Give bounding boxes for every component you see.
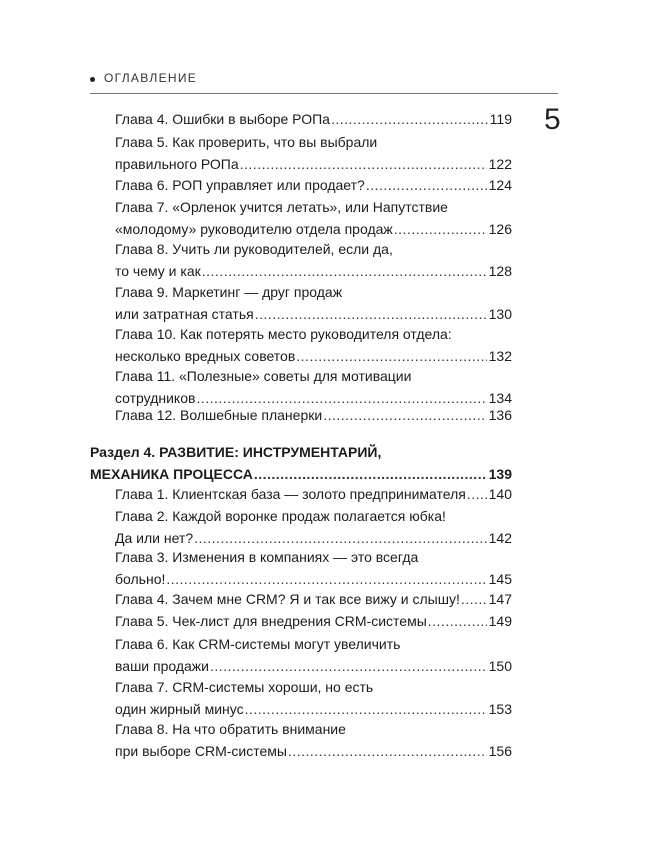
- toc-entry-page: 156: [488, 743, 512, 759]
- toc-entry-title: Глава 4. Зачем мне CRM? Я и так все вижу и слышу!: [115, 591, 460, 607]
- toc-entry-title: Глава 9. Маркетинг — друг продаж: [115, 284, 343, 300]
- toc-entry[interactable]: [115, 281, 512, 325]
- toc-entry-title-cont: ваши продажи: [115, 658, 209, 674]
- toc-entry-title: Глава 1. Клиентская база — золото предпринимателя: [115, 486, 466, 502]
- toc-entry-page: 149: [488, 613, 512, 629]
- leader-dots: [323, 404, 486, 426]
- toc-entry-title-cont: при выборе CRM-системы: [115, 743, 287, 759]
- toc-entry-page: 140: [488, 486, 512, 502]
- leader-dots: [296, 345, 486, 367]
- toc-entry-title: Глава 3. Изменения в компаниях — это всегда: [115, 549, 419, 565]
- toc-entry-page: 122: [488, 156, 512, 172]
- leader-dots: [366, 174, 487, 196]
- section-title-cont: МЕХАНИКА ПРОЦЕССА: [90, 466, 253, 482]
- leader-dots: [254, 463, 487, 485]
- toc-entry[interactable]: [115, 546, 512, 590]
- toc-entry-page: 119: [489, 111, 512, 127]
- toc-entry-title: Глава 6. РОП управляет или продает?: [115, 177, 365, 193]
- leader-dots: [166, 568, 486, 590]
- toc-entry-title-cont: несколько вредных советов: [115, 348, 296, 364]
- toc-entry[interactable]: [115, 365, 512, 409]
- toc-entry-title-cont: то чему и как: [115, 263, 201, 279]
- leader-dots: [467, 483, 487, 505]
- toc-entry-page: 153: [488, 701, 512, 717]
- leader-dots: [331, 108, 488, 130]
- leader-dots: [394, 218, 487, 240]
- toc-entry-title: Глава 4. Ошибки в выборе РОПа: [115, 111, 330, 127]
- toc-entry[interactable]: [115, 108, 512, 130]
- header-title: ОГЛАВЛЕНИЕ: [104, 71, 198, 85]
- toc-entry[interactable]: [115, 196, 512, 240]
- toc-entry-title: Глава 2. Каждой воронке продаж полагается юбка!: [115, 508, 446, 524]
- toc-entry[interactable]: [115, 633, 512, 677]
- toc-entry-title-cont: сотрудников: [115, 390, 196, 406]
- toc-entry-page: 147: [488, 591, 512, 607]
- leader-dots: [245, 698, 487, 720]
- toc-entry-title-cont: или затратная статья: [115, 306, 254, 322]
- toc-entry-page: 124: [488, 177, 512, 193]
- toc-entry[interactable]: [115, 404, 512, 426]
- page-number: 5: [544, 103, 561, 136]
- toc-entry[interactable]: [115, 323, 512, 367]
- toc-entry[interactable]: [115, 676, 512, 720]
- toc-entry[interactable]: [115, 174, 512, 196]
- toc-entry[interactable]: [115, 483, 512, 505]
- toc-entry-title: Глава 5. Как проверить, что вы выбрали: [115, 134, 378, 150]
- toc-entry[interactable]: [115, 588, 512, 610]
- toc-section-heading[interactable]: [90, 441, 512, 485]
- leader-dots: [461, 588, 487, 610]
- toc-entry-title: Глава 8. Учить ли руководителей, если да,: [115, 241, 393, 257]
- toc-entry[interactable]: [115, 505, 512, 549]
- toc-entry-title: Глава 7. CRM-системы хороши, но есть: [115, 679, 374, 695]
- toc-entry-title: Глава 6. Как CRM-системы могут увеличить: [115, 636, 401, 652]
- toc-entry-title-cont: Да или нет?: [115, 530, 194, 546]
- leader-dots: [428, 610, 487, 632]
- toc-entry[interactable]: [115, 610, 512, 632]
- toc-entry-title: Глава 7. «Орленок учится летать», или Напутствие: [115, 199, 448, 215]
- toc-entry-page: 128: [488, 263, 512, 279]
- toc-entry[interactable]: [115, 718, 512, 762]
- toc-entry-page: 145: [488, 571, 512, 587]
- toc-entry[interactable]: [115, 238, 512, 282]
- toc-entry-title: Глава 11. «Полезные» советы для мотивации: [115, 368, 412, 384]
- toc-entry-title: Глава 10. Как потерять место руководителя отдела:: [115, 326, 452, 342]
- toc-entry-title-cont: один жирный минус: [115, 701, 244, 717]
- leader-dots: [240, 153, 487, 175]
- section-title: Раздел 4. РАЗВИТИЕ: ИНСТРУМЕНТАРИЙ,: [90, 444, 382, 460]
- toc-entry-title-cont: правильного РОПа: [115, 156, 239, 172]
- toc-entry-title: Глава 12. Волшебные планерки: [115, 407, 323, 423]
- toc-entry-title: Глава 5. Чек-лист для внедрения CRM-системы: [115, 613, 427, 629]
- leader-dots: [210, 655, 487, 677]
- toc-entry-page: 136: [488, 407, 512, 423]
- toc-entry-page: 134: [488, 390, 512, 406]
- toc-entry-title-cont: больно!: [115, 571, 166, 587]
- toc-entry-page: 142: [488, 530, 512, 546]
- toc-entry-page: 150: [488, 658, 512, 674]
- leader-dots: [202, 260, 487, 282]
- leader-dots: [288, 740, 487, 762]
- toc-entry[interactable]: [115, 131, 512, 175]
- toc-entry-title: Глава 8. На что обратить внимание: [115, 721, 346, 737]
- toc-entry-page: 130: [488, 306, 512, 322]
- section-page: 139: [488, 466, 512, 482]
- toc-entry-title-cont: «молодому» руководителю отдела продаж: [115, 221, 393, 237]
- toc-entry-page: 126: [488, 221, 512, 237]
- leader-dots: [255, 303, 487, 325]
- toc-entry-page: 132: [488, 348, 512, 364]
